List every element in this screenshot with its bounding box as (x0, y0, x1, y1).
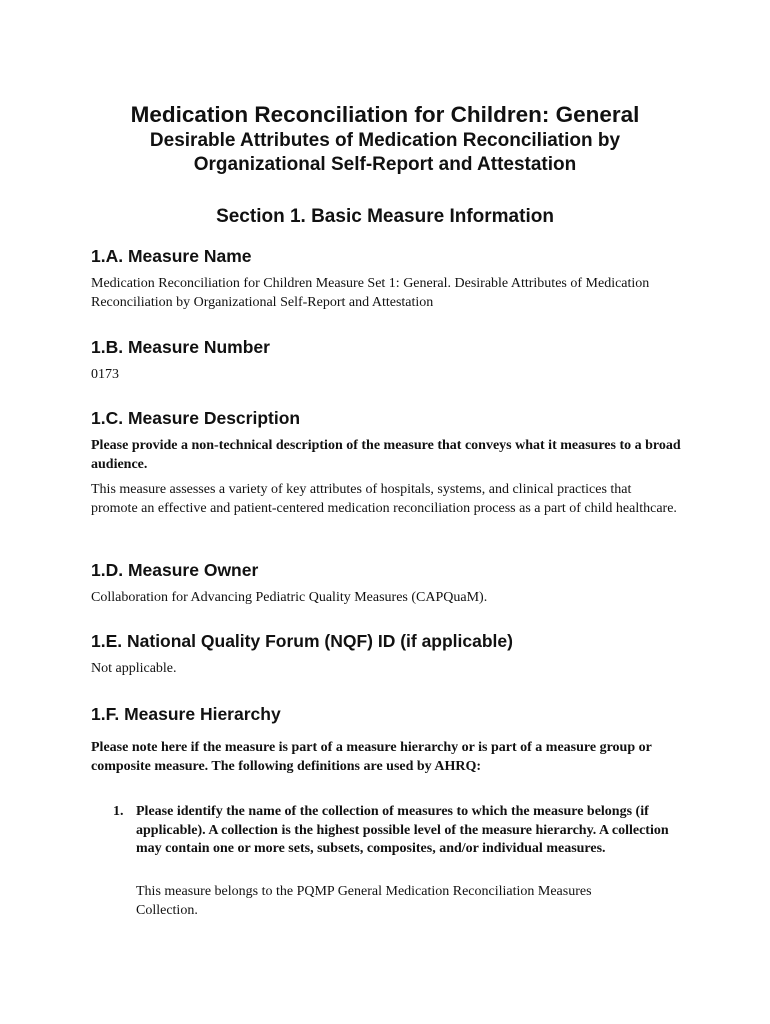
list-item-answer: This measure belongs to the PQMP General Medication Reconciliation Measures Collection. (136, 884, 592, 918)
measure-name-heading: 1.A. Measure Name (91, 246, 252, 266)
list-item-number: 1. (113, 804, 124, 819)
measure-description-prompt: Please provide a non-technical description of the measure that conveys what it measures to a broad audience. (91, 438, 681, 472)
document-subtitle-line-1: Desirable Attributes of Medication Reconciliation by (149, 130, 621, 151)
document-subtitle (0, 129, 770, 177)
document-title: Medication Reconciliation for Children: General (130, 102, 640, 127)
nqf-id-text: Not applicable. (91, 661, 177, 676)
measure-description-heading: 1.C. Measure Description (91, 408, 301, 428)
measure-hierarchy-prompt: Please note here if the measure is part of a measure hierarchy or is part of a measure group or composite measure. The following definitions are used by AHRQ: (91, 740, 652, 774)
nqf-id-heading: 1.E. National Quality Forum (NQF) ID (if applicable) (91, 631, 513, 651)
measure-number-heading: 1.B. Measure Number (91, 337, 270, 357)
measure-name-text: Medication Reconciliation for Children Measure Set 1: General. Desirable Attributes of Medication Reconciliation by Organizational Self-Report and Attestation (91, 276, 650, 310)
document-subtitle-line-2: Organizational Self-Report and Attestation (193, 154, 577, 175)
measure-owner-text: Collaboration for Advancing Pediatric Quality Measures (CAPQuaM). (91, 590, 488, 605)
measure-number-text: 0173 (91, 367, 119, 382)
section-title: Section 1. Basic Measure Information (216, 206, 554, 227)
measure-owner-heading: 1.D. Measure Owner (91, 560, 259, 580)
measure-description-text: This measure assesses a variety of key attributes of hospitals, systems, and clinical practices that promote an effective and patient-centered medication reconciliation process as a part of child healthcare. (91, 482, 677, 516)
measure-hierarchy-heading: 1.F. Measure Hierarchy (91, 704, 281, 724)
list-item-question: Please identify the name of the collection of measures to which the measure belongs (if applicable). A collection is the highest possible level of the measure hierarchy. A collection may contain one or more sets, subsets, composites, and/or individual measures. (136, 804, 669, 856)
